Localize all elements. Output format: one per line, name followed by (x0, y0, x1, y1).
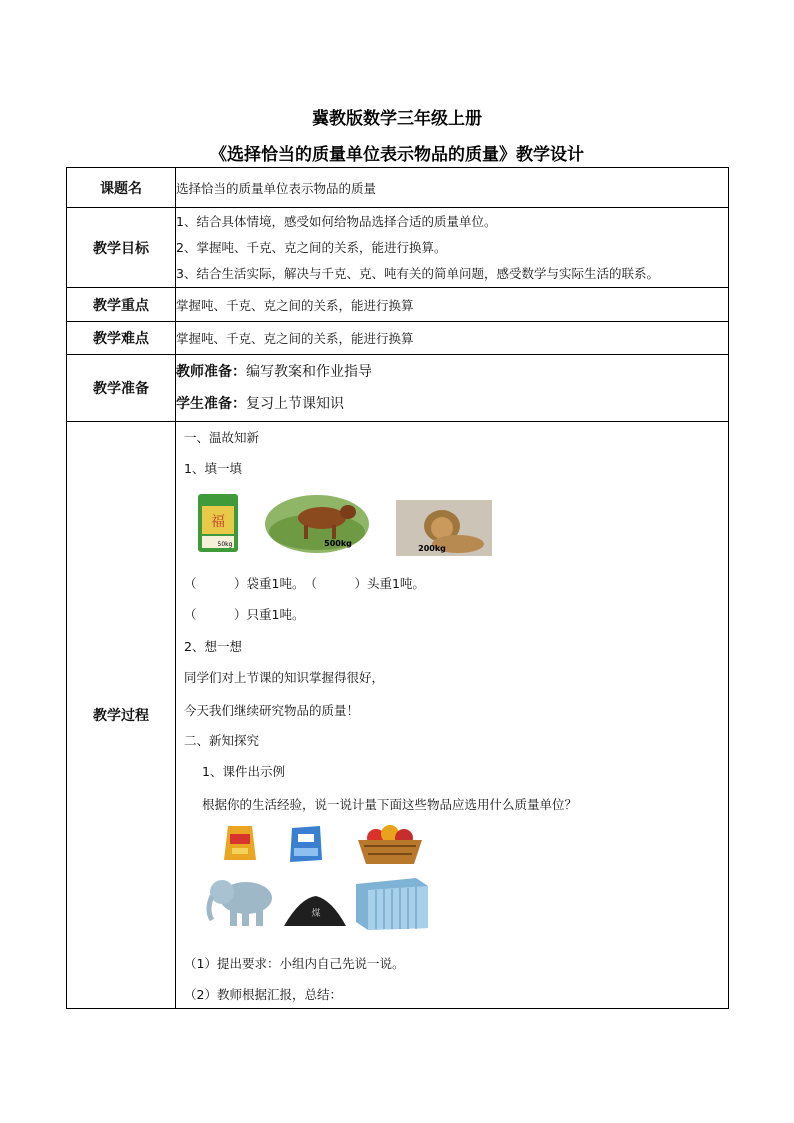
task-example: 1、课件出示例 (202, 764, 285, 779)
goal-item: 1、结合具体情境，感受如何给物品选择合适的质量单位。 (176, 213, 497, 229)
row-preparation (67, 355, 729, 422)
task-fill-in: 1、填一填 (184, 461, 242, 476)
teacher-prep-value: 编写教案和作业指导 (246, 364, 372, 380)
task-think: 2、想一想 (184, 639, 242, 654)
prep-value (176, 355, 729, 422)
key-label: 教学重点 (67, 288, 176, 322)
shipping-container-image (352, 874, 432, 932)
difficulty-label: 教学难点 (67, 322, 176, 355)
fill-blank-line2: （ ）只重1吨。 (184, 607, 305, 622)
lion-weight-label: 200kg (418, 544, 446, 553)
paragraph-line2: 今天我们继续研究物品的质量！ (184, 703, 360, 718)
prep-label: 教学准备 (67, 355, 176, 422)
cow-image (264, 492, 370, 554)
cow-weight-label: 500kg (324, 539, 352, 548)
paragraph-line1: 同学们对上节课的知识掌握得很好， (184, 670, 385, 685)
row-difficulty (67, 322, 729, 355)
goals-label: 教学目标 (67, 208, 176, 288)
question-text: 根据你的生活经验，说一说计量下面这些物品应选用什么质量单位？ (202, 797, 578, 812)
rice-weight-label: 50kg (217, 541, 233, 548)
goals-value (176, 208, 729, 288)
rice-bag-image (196, 492, 240, 554)
snack-bag-image (220, 822, 260, 864)
coal-pile-image (282, 892, 348, 928)
student-prep-value: 复习上节课知识 (246, 396, 344, 412)
fill-blank-line1: （ ）袋重1吨。 （ ）头重1吨。 (184, 576, 425, 591)
row-goals (67, 208, 729, 288)
step-requirement: （1）提出要求：小组内自己先说一说。 (184, 956, 405, 971)
fruit-basket-image (354, 822, 426, 866)
goal-item: 3、结合生活实际，解决与千克、克、吨有关的简单问题，感受数学与实际生活的联系。 (176, 265, 659, 281)
topic-value: 选择恰当的质量单位表示物品的质量 (176, 168, 729, 208)
svg-text:福: 福 (211, 514, 225, 530)
lion-image (396, 500, 492, 556)
row-key-point (67, 288, 729, 322)
elephant-image (202, 874, 282, 930)
document-title-line2: 《选择恰当的质量单位表示物品的质量》教学设计 (210, 145, 584, 165)
section-explore: 二、新知探究 (184, 733, 260, 748)
teacher-prep-label: 教师准备： (176, 364, 246, 380)
row-process (67, 422, 729, 1009)
row-topic (67, 168, 729, 208)
student-prep-label: 学生准备： (176, 396, 246, 412)
process-content (176, 422, 729, 1009)
difficulty-value: 掌握吨、千克、克之间的关系，能进行换算 (176, 322, 729, 355)
lesson-plan-table (66, 167, 729, 1009)
salt-packet-image (286, 824, 326, 864)
topic-label: 课题名 (67, 168, 176, 208)
section-review: 一、温故知新 (184, 430, 260, 445)
coal-label: 煤 (311, 909, 321, 919)
key-value: 掌握吨、千克、克之间的关系，能进行换算 (176, 288, 729, 322)
document-title-line1: 冀教版数学三年级上册 (312, 109, 482, 129)
step-summary: （2）教师根据汇报，总结： (184, 987, 342, 1002)
goal-item: 2、掌握吨、千克、克之间的关系，能进行换算。 (176, 239, 447, 255)
process-label: 教学过程 (67, 422, 176, 1009)
